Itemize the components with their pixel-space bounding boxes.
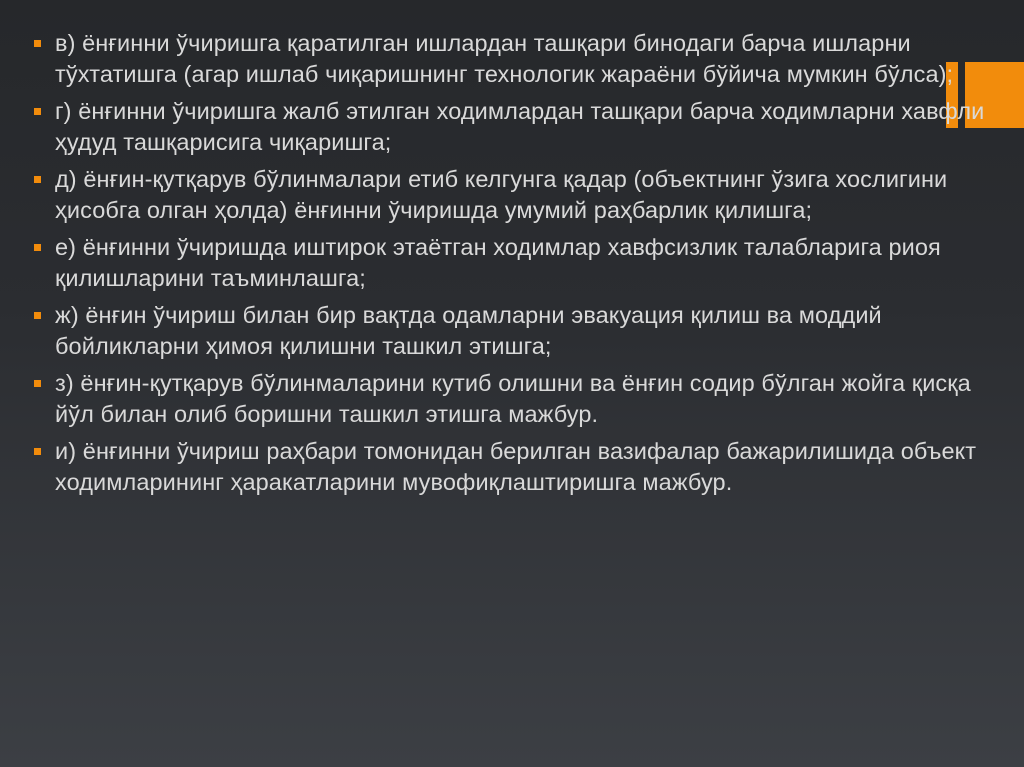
bullet-marker-icon — [34, 312, 41, 319]
bullet-text: е) ёнғинни ўчиришда иштирок этаётган ходимлар хавфсизлик талабларига риоя қилишларини таъминлашга; — [55, 234, 941, 291]
bullet-item — [33, 232, 993, 294]
bullet-marker-icon — [34, 176, 41, 183]
bullet-marker-icon — [34, 380, 41, 387]
bullet-marker-icon — [34, 108, 41, 115]
bullet-text: в) ёнғинни ўчиришга қаратилган ишлардан ташқари бинодаги барча ишларни тўхтатишга (агар ишлаб чиқаришнинг технологик жараёни бўйича мумкин бўлса); — [55, 30, 954, 87]
bullet-text: и) ёнғинни ўчириш раҳбари томонидан берилган вазифалар бажарилишида объект ходимларининг ҳаракатларини мувофиқлаштиришга мажбур. — [55, 438, 977, 495]
bullet-marker-icon — [34, 244, 41, 251]
bullet-item — [33, 368, 993, 430]
bullet-text: г) ёнғинни ўчиришга жалб этилган ходимлардан ташқари барча ходимларни хавфли ҳудуд ташқарисига чиқаришга; — [55, 98, 985, 155]
bullet-marker-icon — [34, 40, 41, 47]
bullet-item — [33, 96, 993, 158]
bullet-list — [33, 28, 993, 504]
bullet-text: ж) ёнғин ўчириш билан бир вақтда одамларни эвакуация қилиш ва моддий бойликларни ҳимоя қилишни ташкил этишга; — [55, 302, 882, 359]
bullet-item — [33, 164, 993, 226]
bullet-text: д) ёнғин-қутқарув бўлинмалари етиб келгунга қадар (объектнинг ўзига хослигини ҳисобга олган ҳолда) ёнғинни ўчиришда умумий раҳбарлик қилишга; — [55, 166, 948, 223]
bullet-item — [33, 436, 993, 498]
bullet-marker-icon — [34, 448, 41, 455]
bullet-text: з) ёнғин-қутқарув бўлинмаларини кутиб олишни ва ёнғин содир бўлган жойга қисқа йўл билан олиб боришни ташкил этишга мажбур. — [55, 370, 971, 427]
bullet-item — [33, 300, 993, 362]
bullet-item — [33, 28, 993, 90]
